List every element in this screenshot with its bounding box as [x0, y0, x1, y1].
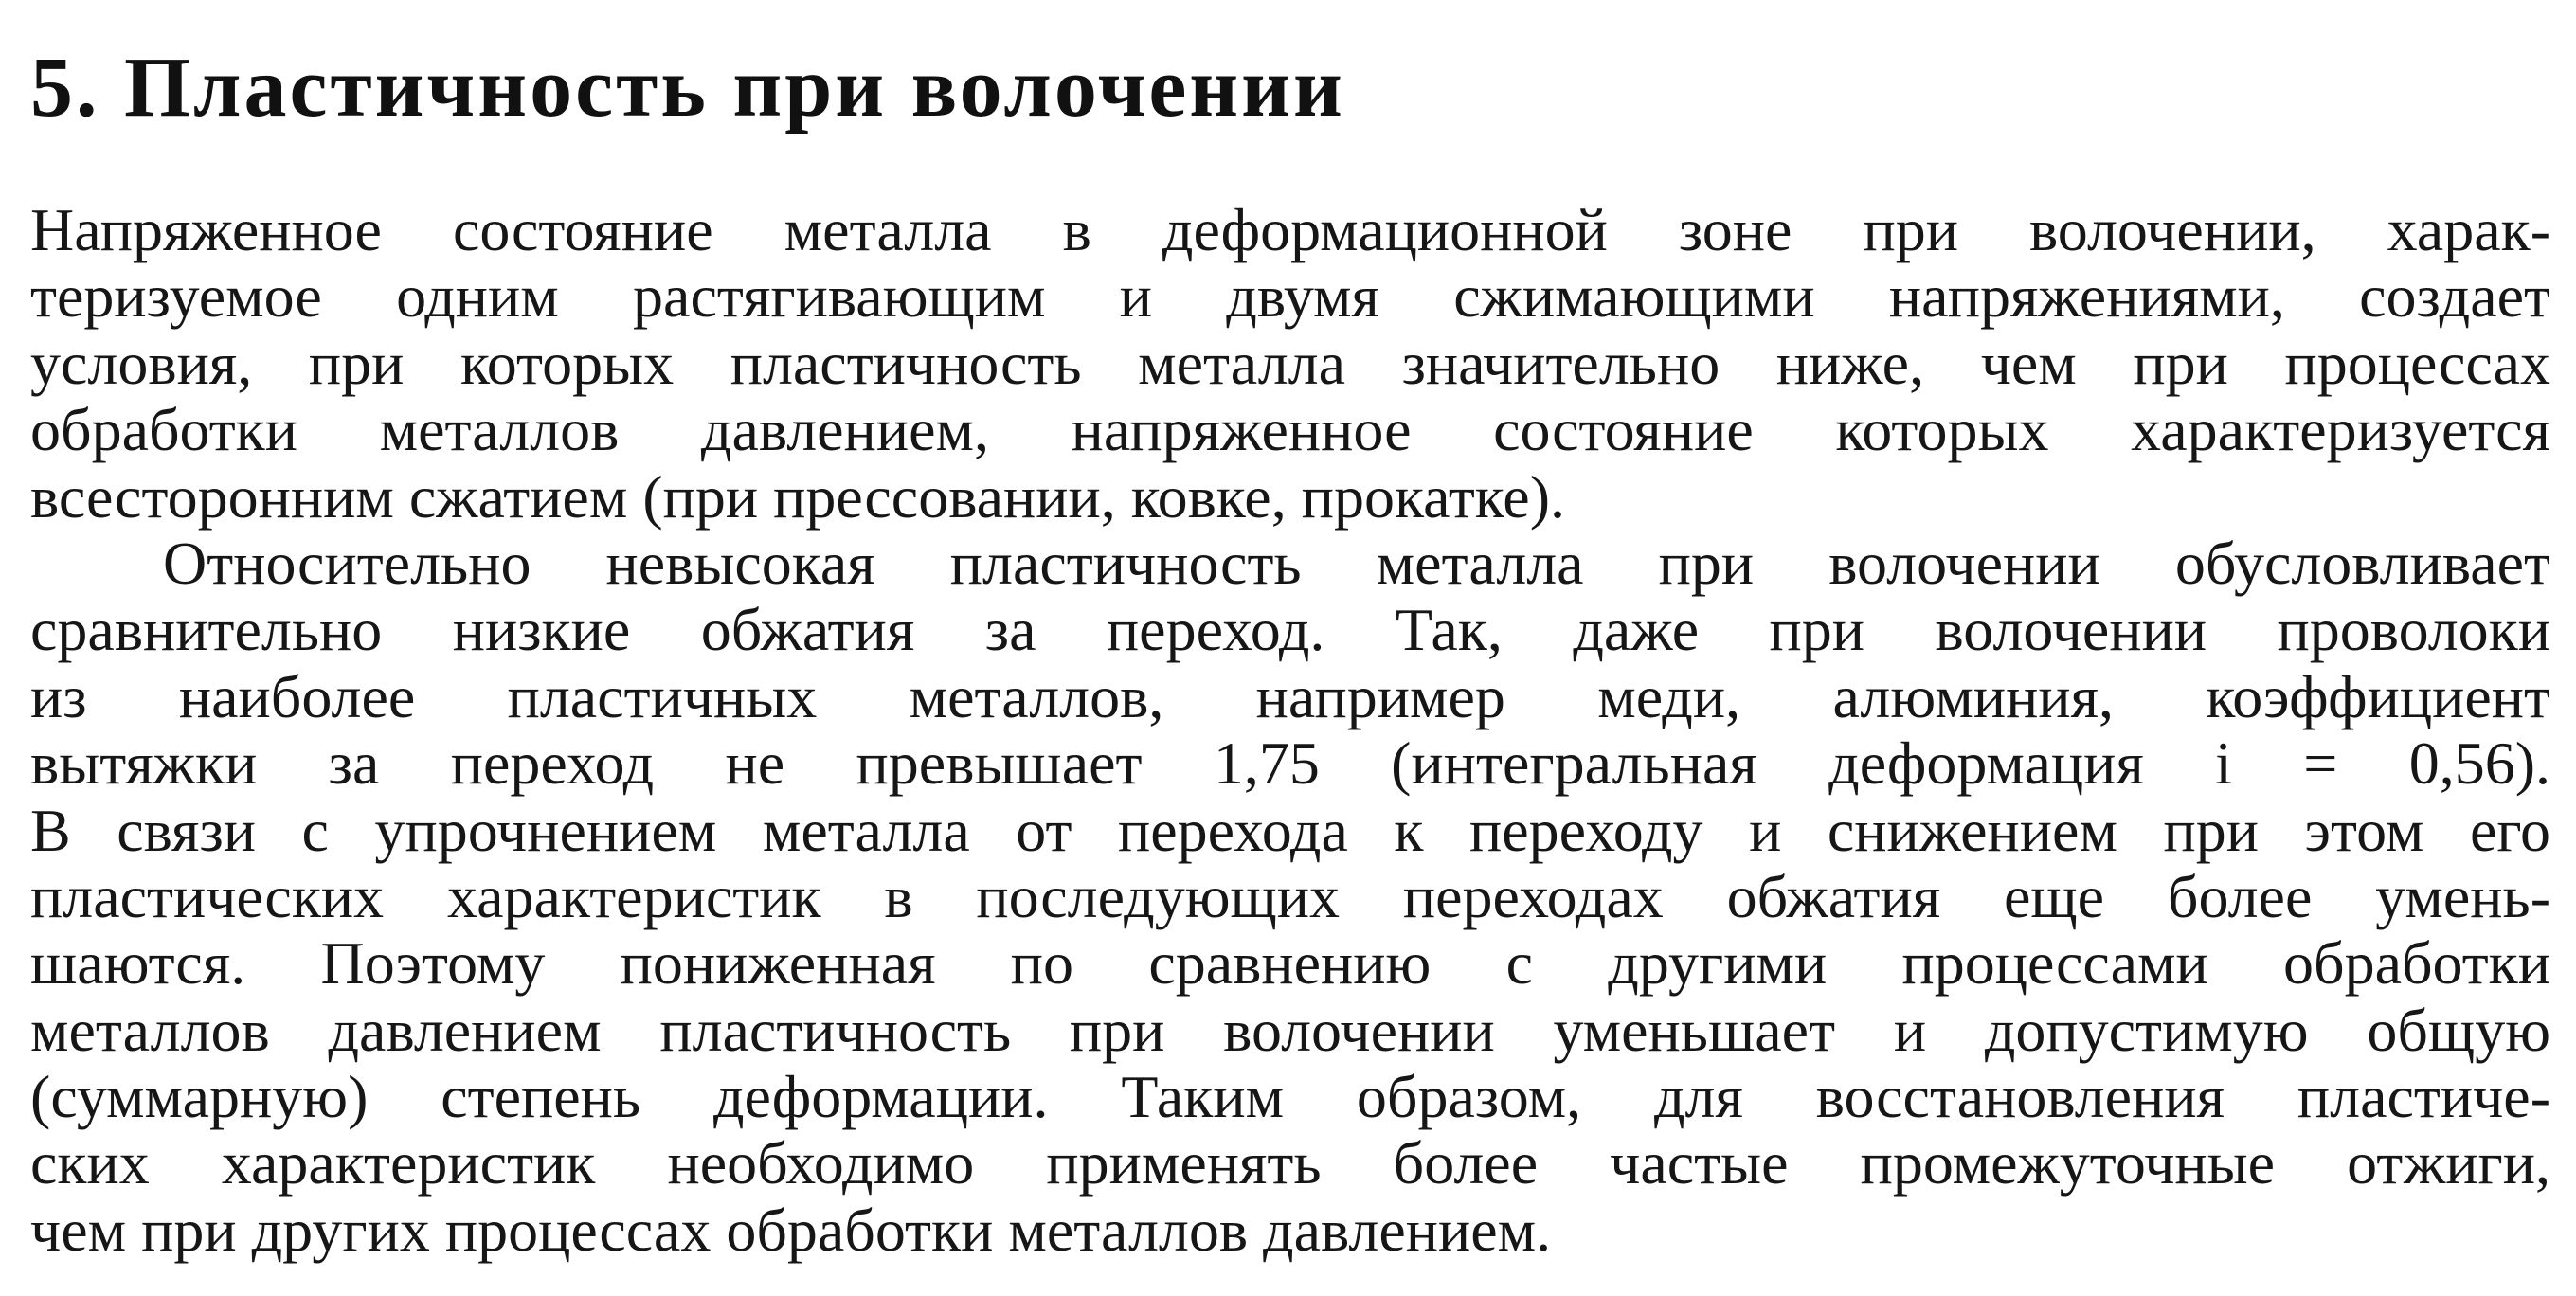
text-line: (суммарную) степень деформации. Таким образом, для восстановления пластиче- [30, 1064, 2550, 1131]
text-line: из наиболее пластичных металлов, например меди, алюминия, коэффициент [30, 663, 2550, 730]
text-line: чем при других процессах обработки металлов давлением. [30, 1197, 1552, 1264]
text-line: В связи с упрочнением металла от перехода к переходу и снижением при этом его [30, 797, 2550, 864]
body-text [30, 197, 2550, 1264]
text-line: условия, при которых пластичность металла значительно ниже, чем при процессах [30, 330, 2550, 397]
text-line: всесторонним сжатием (при прессовании, ковке, прокатке). [30, 463, 1565, 531]
text-line: вытяжки за переход не превышает 1,75 (интегральная деформация i = 0,56). [30, 730, 2550, 798]
text-line: теризуемое одним растягивающим и двумя сжимающими напряжениями, создает [30, 263, 2550, 331]
text-line: пластических характеристик в последующих переходах обжатия еще более умень- [30, 863, 2550, 930]
text-line: шаются. Поэтому пониженная по сравнению с другими процессами обработки [30, 930, 2550, 998]
text-line: сравнительно низкие обжатия за переход. Так, даже при волочении проволоки [30, 597, 2550, 664]
section-title: 5. Пластичность при волочении [30, 41, 1345, 135]
text-line: Напряженное состояние металла в деформационной зоне при волочении, харак- [30, 197, 2550, 263]
text-line: металлов давлением пластичность при волочении уменьшает и допустимую общую [30, 997, 2550, 1064]
text-line: ских характеристик необходимо применять более частые промежуточные отжиги, [30, 1130, 2550, 1197]
text-line: Относительно невысокая пластичность металла при волочении обусловливает [163, 530, 2550, 597]
text-line: обработки металлов давлением, напряженное состояние которых характеризуется [30, 397, 2550, 464]
